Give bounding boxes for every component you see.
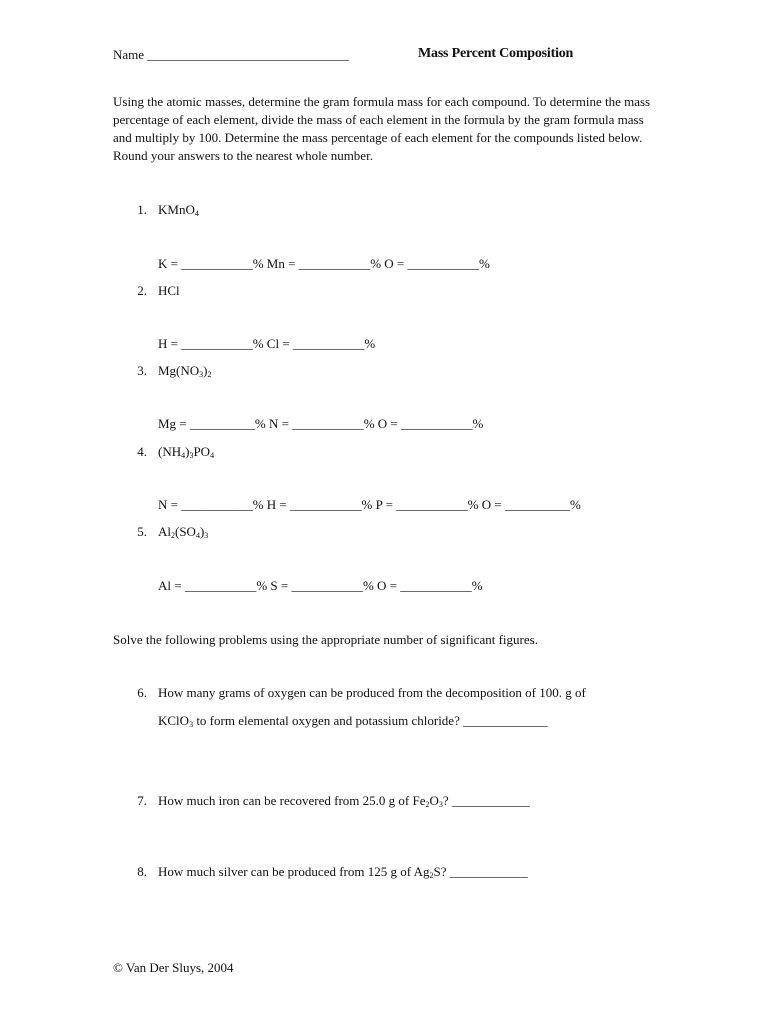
compound-number: 1. [137, 202, 147, 217]
compound-formula: HCl [158, 283, 180, 298]
page-title: Mass Percent Composition [418, 46, 574, 61]
answer-line[interactable]: H = ___________% Cl = ___________% [158, 336, 376, 351]
footer-copyright: © Van Der Sluys, 2004 [113, 960, 234, 975]
compound-number: 4. [137, 444, 147, 459]
formula-subscript: 3 [438, 800, 443, 809]
problem-number: 8. [137, 864, 147, 879]
compound-formula: KMnO$_4$ [158, 202, 199, 218]
formula-subscript: 2 [425, 800, 430, 809]
formula-subscript: 3 [189, 720, 194, 729]
section-2-intro: Solve the following problems using the appropriate number of significant figures. [113, 632, 538, 647]
compound-number: 5. [137, 524, 147, 539]
intro-paragraph: Using the atomic masses, determine the gram formula mass for each compound. To determine the mass percentage of each element, divide the mass of each element in the formula by the gram formula mass and multiply by 100. Determine the mass percentage of each element for the compounds listed below. Round your answers to the nearest whole number. [113, 94, 651, 163]
formula-subscript: 4 [210, 451, 215, 460]
answer-line[interactable]: Mg = __________% N = ___________% O = ___________% [158, 416, 484, 431]
problem-text-line1[interactable]: How much silver can be produced from 125 g of $Ag_2S$? ____________ [158, 864, 528, 880]
formula-subscript: 4 [181, 451, 186, 460]
name-blank[interactable]: _______________________________ [147, 47, 349, 62]
formula-subscript: 4 [195, 531, 200, 540]
answer-line[interactable]: Al = ___________% S = ___________% O = ___________% [158, 578, 483, 593]
formula-subscript: 2 [429, 871, 434, 880]
problem-text-line1[interactable]: How much iron can be recovered from 25.0 g of $Fe_2O_3$? ____________ [158, 793, 530, 809]
compound-number: 2. [137, 283, 147, 298]
compound-formula: $Mg(NO_3)_2$ [158, 363, 212, 379]
answer-line[interactable]: N = ___________% H = ___________% P = ___________% O = __________% [158, 497, 581, 512]
problem-text-line2[interactable]: KClO$_3$ to form elemental oxygen and potassium chloride? _____________ [158, 713, 548, 729]
formula-subscript: 2 [207, 370, 212, 379]
compound-formula: $Al_2(SO_4)_3$ [158, 524, 209, 540]
answer-line[interactable]: K = ___________% Mn = ___________% O = ___________% [158, 256, 490, 271]
problem-number: 6. [137, 685, 147, 700]
formula-subscript: 4 [194, 209, 199, 218]
problem-text-line1: How many grams of oxygen can be produced from the decomposition of 100. g of [158, 685, 586, 700]
compound-formula: $(NH_4)_3PO_4$ [158, 444, 215, 460]
compound-number: 3. [137, 363, 147, 378]
formula-subscript: 3 [199, 370, 204, 379]
name-label [113, 47, 349, 63]
problem-number: 7. [137, 793, 147, 808]
name-label-text: Name [113, 47, 145, 62]
formula-subscript: 3 [204, 531, 209, 540]
formula-subscript: 3 [189, 451, 194, 460]
formula-subscript: 2 [171, 531, 175, 540]
